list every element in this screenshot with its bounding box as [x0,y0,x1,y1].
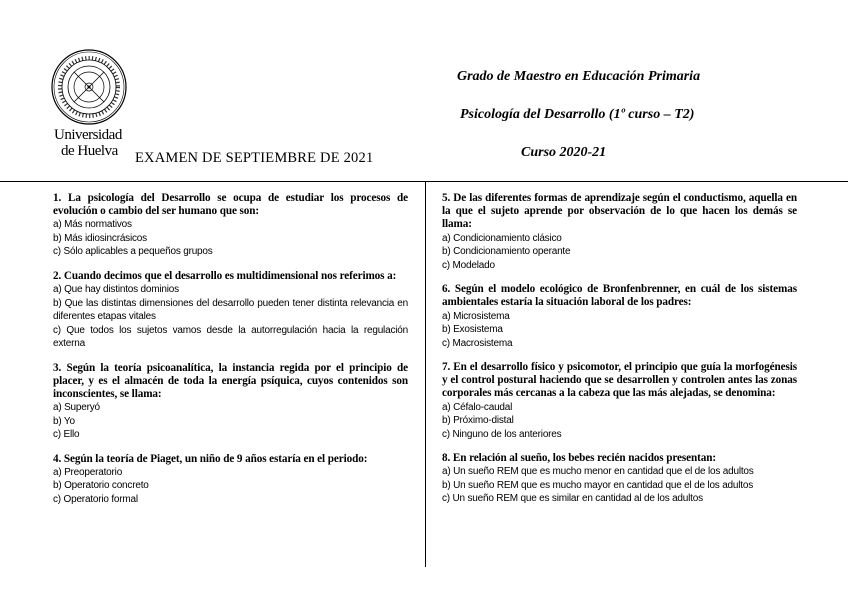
answer-option: a) Más normativos [53,219,132,231]
answer-option: c) Ello [53,429,80,441]
question-3 [53,362,408,442]
answer-option: a) Que hay distintos dominios [53,284,179,296]
question-text: 5. De las diferentes formas de aprendizaje según el conductismo, aquella en la que el sujeto aprende por observación de lo que hacen los demás se llama: [442,192,797,231]
answer-option: a) Un sueño REM que es mucho menor en cantidad que el de los adultos [442,466,754,478]
question-5 [442,192,797,272]
question-8 [442,452,797,506]
questions-right-column [442,192,797,517]
answer-option: c) Macrosistema [442,337,513,349]
question-text: 7. En el desarrollo físico y psicomotor, el principio que guía la morfogénesis y el control postural haciendo que se desarrollen y controlen antes las zonas corporales más cercanas a la cabeza que las más alejadas, se denomina: [442,361,797,400]
answer-option: b) Un sueño REM que es mucho mayor en cantidad que el de los adultos [442,479,754,491]
answer-option: a) Preoperatorio [53,466,123,478]
question-text: 4. Según la teoría de Piaget, un niño de 9 años estaría en el periodo: [53,452,368,465]
answer-option: b) Condicionamiento operante [442,246,571,258]
question-7 [442,361,797,441]
degree-title: Grado de Maestro en Educación Primaria [457,69,701,84]
answer-option: b) Yo [53,415,75,427]
answer-option: c) Que todos los sujetos vamos desde la autorregulación hacia la regulación externa [53,324,408,350]
question-2 [53,270,408,351]
column-divider [425,182,426,567]
answer-option: c) Sólo aplicables a pequeños grupos [53,246,213,258]
question-text: 1. La psicología del Desarrollo se ocupa de estudiar los procesos de evolución o cambio del ser humano que son: [53,192,408,218]
answer-option: b) Operatorio concreto [53,480,149,492]
answer-option: b) Más idiosincrásicos [53,232,147,244]
question-4 [53,453,408,507]
question-text: 2. Cuando decimos que el desarrollo es multidimensional nos referimos a: [53,269,397,282]
answer-option: c) Operatorio formal [53,493,138,505]
answer-option: b) Próximo-distal [442,415,514,427]
question-1 [53,192,408,259]
exam-title: EXAMEN DE SEPTIEMBRE DE 2021 [135,150,374,166]
answer-option: c) Modelado [442,259,495,271]
question-text: 8. En relación al sueño, los bebes recién nacidos presentan: [442,452,717,465]
course-title: Psicología del Desarrollo (1º curso – T2) [460,107,695,122]
questions-left-column [53,192,408,517]
answer-option: a) Condicionamiento clásico [442,232,562,244]
answer-option: a) Microsistema [442,310,510,322]
answer-option: c) Ninguno de los anteriores [442,428,562,440]
answer-option: a) Céfalo-caudal [442,401,513,413]
university-name-line1: Universidad [54,127,122,143]
header-divider [0,181,848,182]
answer-option: b) Que las distintas dimensiones del desarrollo pueden tener distinta relevancia en diferentes etapas vitales [53,297,408,323]
answer-option: b) Exosistema [442,324,503,336]
answer-option: a) Superyó [53,402,100,414]
university-name-line2: de Huelva [61,143,118,159]
question-text: 6. Según el modelo ecológico de Bronfenbrenner, en cuál de los sistemas ambientales estaría la situación laboral de los padres: [442,283,797,309]
academic-year: Curso 2020-21 [521,145,607,160]
university-seal-logo [50,48,128,126]
question-text: 3. Según la teoría psicoanalítica, la instancia regida por el principio de placer, y es el almacén de toda la energía psíquica, cuyos contenidos son inconscientes, se llama: [53,361,408,401]
answer-option: c) Un sueño REM que es similar en cantidad al de los adultos [442,493,703,505]
question-6 [442,283,797,350]
